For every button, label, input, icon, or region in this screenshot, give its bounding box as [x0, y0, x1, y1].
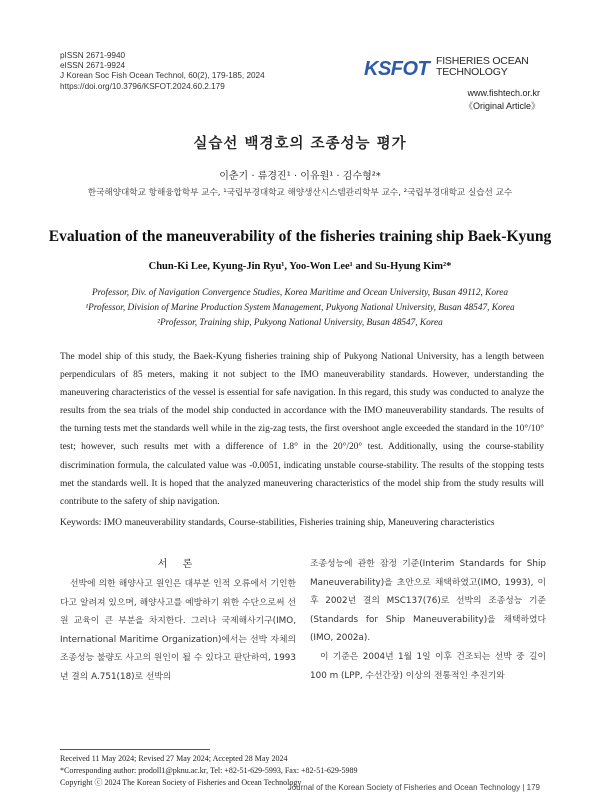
intro-paragraph-1-cont: 조종성능에 관한 잠정 기준(Interim Standards for Ship Maneuverability)을 초안으로 채택하였고(IMO, 1993), 이후 2002년 결의 MSC137(76)로 선박의 조종성능 기준(Standards for Ship Maneuverability)을 채택하였다(IMO, 2002a).	[310, 559, 546, 644]
keywords: Keywords: IMO maneuverability standards, Course-stabilities, Fisheries training ship, Maneuvering characteristics	[60, 518, 495, 528]
affiliation-1: Professor, Div. of Navigation Convergence Studies, Korea Maritime and Ocean University, Busan 49112, Korea	[91, 288, 509, 298]
intro-paragraph-1: 선박에 의한 해양사고 원인은 대부분 인적 오류에서 기인한다고 알려져 있으며, 해양사고를 예방하기 위한 수단으로써 선원 교육이 큰 부분을 차지한다. 그러나 국제해사기구(IMO, International Maritime Organization)에서는 선박 자체의 조종성능 불량도 사고의 원인이 될 수 있다고 판단하여, 1993년 결의 A.751(18)로 선박의	[60, 579, 296, 682]
english-authors: Chun-Ki Lee, Kyung-Jin Ryu¹, Yoo-Won Lee¹ and Su-Hyung Kim²*	[148, 261, 452, 272]
intro-right-column	[310, 555, 546, 685]
logo-line-2: TECHNOLOGY	[436, 66, 508, 78]
journal-url[interactable]: www.fishtech.or.kr	[467, 88, 540, 98]
logo-mark: KSFOT	[364, 58, 430, 80]
affiliation-2: ¹Professor, Division of Marine Production System Management, Pukyong National University, Busan 48547, Korea	[85, 303, 515, 313]
logo-text	[436, 56, 529, 78]
pissn: pISSN 2671-9940	[60, 51, 126, 60]
section-heading-intro: 서 론	[157, 559, 199, 570]
intro-paragraph-2: 이 기준은 2004년 1월 1일 이후 건조되는 선박 중 길이 100 m (LPP, 수선간장) 이상의 전통적인 추진기와	[310, 651, 546, 681]
eissn: eISSN 2671-9924	[60, 61, 126, 71]
korean-authors: 이춘기 · 류경진¹ · 이유원¹ · 김수형²*	[219, 171, 381, 182]
journal-meta	[60, 51, 265, 92]
citation: J Korean Soc Fish Ocean Technol, 60(2), 179-185, 2024	[60, 71, 265, 81]
article-type: 《Original Article》	[463, 101, 540, 111]
english-title: Evaluation of the maneuverability of the fisheries training ship Baek-Kyung	[48, 228, 552, 245]
korean-affiliation: 한국해양대학교 항해융합학부 교수, ¹국립부경대학교 해양생산시스템관리학부 교수, ²국립부경대학교 실습선 교수	[87, 188, 513, 198]
korean-title: 실습선 백경호의 조종성능 평가	[193, 136, 407, 152]
logo-line-1: FISHERIES OCEAN	[436, 55, 529, 67]
page-footer: Journal of the Korean Society of Fisheries and Ocean Technology | 179	[287, 783, 540, 792]
corresponding-author: *Corresponding author: prodoll1@pknu.ac.kr, Tel: +82-51-629-5993, Fax: +82-51-629-5989	[60, 766, 358, 776]
journal-logo	[364, 54, 540, 114]
footnote-rule	[60, 749, 210, 750]
abstract: The model ship of this study, the Baek-Kyung fisheries training ship of Pukyong National University, has a length between perpendiculars of 85 meters, making it not subject to the IMO maneuverability standards. However, understanding the maneuvering characteristics of the vessel is essential for safe navigation. In this regard, this study was conducted to analyze the results from the sea trials of the model ship conducted in accordance with the IMO maneuverability standards. The results of the turning tests met the standards well while in the zig-zag tests, the first overshoot angle exceeded the standard in the 10°/10° test; however, such results met with a difference of 1.8° in the 20°/20° test. Additionally, using the course-stability discrimination formula, the calculated value was -0.0051, indicating unstable course-stability. The results of the stopping tests met the standards well. It is hoped that the analyzed maneuvering characteristics of the model ship from the study results will contribute to the safety of ship navigation.	[60, 352, 544, 507]
intro-left-column	[60, 555, 296, 687]
doi-link[interactable]: https://doi.org/10.3796/KSFOT.2024.60.2.179	[60, 81, 225, 91]
copyright: Copyright ⓒ 2024 The Korean Society of Fisheries and Ocean Technology	[60, 778, 302, 788]
article-dates: Received 11 May 2024; Revised 27 May 2024; Accepted 28 May 2024	[60, 754, 288, 763]
affiliation-3: ²Professor, Training ship, Pukyong National University, Busan 48547, Korea	[157, 318, 443, 328]
